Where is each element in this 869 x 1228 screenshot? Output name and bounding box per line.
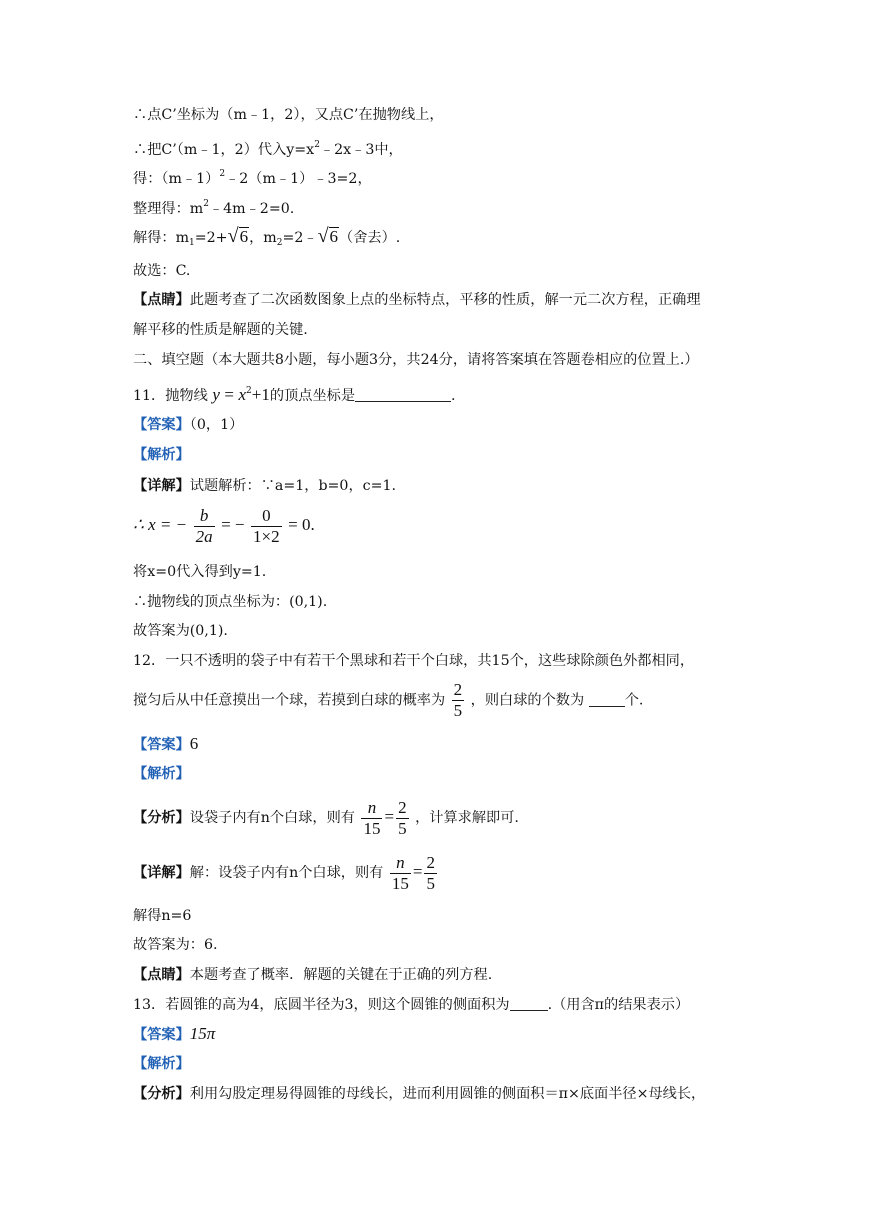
text-run: 搅匀后从中任意摸出一个球，若摸到白球的概率为 [133, 692, 446, 709]
text-run: 的顶点坐标是 [269, 388, 356, 404]
analysis-line [133, 1054, 190, 1074]
analysis-tag: 【解析】 [133, 1056, 190, 1072]
section-tag: 【点睛】 [133, 292, 190, 308]
fraction: $\frac{b}{2a}$ [195, 505, 213, 546]
text-run: =2﹣ [282, 230, 318, 246]
text-run: 设袋子内有n个白球，则有 [189, 810, 355, 826]
detail-tag: 【详解】 [133, 478, 190, 494]
text-line: ∴点C’坐标为（m﹣1，2），又点C’在抛物线上， [133, 107, 444, 123]
fraction: $\frac{2}{5}$ [426, 852, 435, 893]
question-11 [133, 381, 456, 406]
text-run: 解：设袋子内有n个白球，则有 [189, 865, 384, 881]
answer-blank [355, 387, 451, 402]
text-run: 得：（m﹣1） [133, 171, 220, 187]
text-run: ，m [249, 230, 277, 246]
fraction: $\frac{2}{5}$ [453, 680, 463, 720]
math-text: = 0. [288, 515, 315, 534]
answer-blank [510, 996, 548, 1011]
math-text: ∴ x = − [133, 515, 188, 534]
sqrt-expression: √6 [227, 225, 249, 247]
question-13 [133, 995, 689, 1015]
answer-tag: 【答案】 [133, 737, 190, 753]
text-run: 11．抛物线 [133, 388, 208, 404]
text-run: . [451, 388, 456, 404]
math-var: y [212, 385, 220, 404]
fraction: $\frac{n}{15}$ [391, 852, 409, 893]
text-run: ﹣4m﹣2=0. [208, 201, 295, 217]
text-run: 此题考查了二次函数图象上点的坐标特点，平移的性质，解一元二次方程，正确理 [189, 292, 701, 308]
text-line [133, 194, 294, 219]
text-line: 解平移的性质是解题的关键. [133, 322, 308, 338]
subscript: 1 [189, 238, 195, 248]
text-line [133, 226, 400, 253]
answer-value: 15π [189, 1024, 216, 1043]
dianjing-tag: 【点睛】 [133, 967, 190, 983]
superscript: 2 [314, 140, 320, 150]
text-run: 试题解析：∵a=1，b=0，c=1. [189, 478, 397, 494]
text-line: ∴抛物线的顶点坐标为：(0,1). [133, 594, 328, 610]
math-var: x [238, 385, 247, 404]
math-op: = [412, 862, 423, 881]
math-op: = [224, 385, 234, 404]
text-run: 个. [624, 692, 644, 709]
answer-value: 6 [189, 734, 199, 753]
fraction: $\frac{2}{5}$ [398, 797, 407, 838]
answer-tag: 【答案】 [133, 417, 190, 433]
answer-blank [589, 692, 625, 707]
detail-tag: 【详解】 [133, 865, 190, 881]
analysis-line [133, 445, 190, 465]
text-run: ∴把C’（m﹣1，2）代入y=x [133, 142, 315, 158]
text-line: 故答案为(0,1). [133, 623, 228, 639]
fraction: $\frac{0}{1\times 2}$ [253, 505, 280, 546]
text-line: 将x=0代入得到y=1. [133, 564, 267, 580]
math-op: = [384, 807, 395, 826]
fenxi-line [133, 797, 519, 839]
answer-tag: 【答案】 [133, 1027, 190, 1043]
text-run: ﹣2x﹣3中， [319, 142, 403, 158]
text-run: ﹣2（m﹣1）﹣3=2， [225, 171, 372, 187]
text-line [133, 135, 403, 160]
text-run: .（用含π的结果表示） [547, 997, 690, 1013]
answer-value: （0，1） [189, 417, 244, 433]
answer-line [133, 1024, 215, 1045]
answer-line [133, 734, 198, 755]
text-run: ，则白球的个数为 [470, 692, 585, 709]
text-line: 故答案为：6. [133, 937, 218, 953]
text-run: =2+ [194, 230, 228, 246]
fenxi-line [133, 1084, 705, 1104]
detail-line [133, 476, 396, 496]
section-heading: 二、填空题（本大题共8小题，每小题3分，共24分，请将答案填在答题卷相应的位置上.） [133, 352, 699, 368]
text-line: 解得n=6 [133, 908, 192, 924]
text-line [133, 965, 492, 985]
fenxi-tag: 【分析】 [133, 1086, 190, 1102]
question-12-cont [133, 680, 643, 721]
subscript: 2 [276, 238, 283, 248]
formula-line [133, 505, 315, 547]
analysis-tag: 【解析】 [133, 766, 190, 782]
fraction: $\frac{n}{15}$ [363, 797, 381, 838]
text-run: 利用勾股定理易得圆锥的母线长，进而利用圆锥的侧面积＝π×底面半径×母线长， [189, 1086, 706, 1102]
answer-line [133, 415, 243, 435]
sqrt-expression: √6 [317, 225, 339, 247]
text-line [133, 290, 701, 310]
math-text: = − [221, 515, 245, 534]
analysis-line [133, 764, 190, 784]
text-run: （舍去）. [339, 230, 401, 246]
text-line [133, 164, 372, 189]
math-op: +1 [251, 385, 270, 404]
text-run: 13．若圆锥的高为4，底圆半径为3，则这个圆锥的侧面积为 [133, 997, 510, 1013]
text-run: ，计算求解即可. [415, 810, 519, 826]
superscript: 2 [246, 386, 252, 396]
analysis-tag: 【解析】 [133, 447, 190, 463]
text-run: 本题考查了概率．解题的关键在于正确的列方程. [189, 967, 493, 983]
superscript: 2 [203, 199, 209, 209]
fenxi-tag: 【分析】 [133, 810, 190, 826]
question-12: 12．一只不透明的袋子中有若干个黑球和若干个白球，共15个，这些球除颜色外都相同， [133, 653, 695, 669]
detail-line [133, 852, 439, 894]
superscript: 2 [219, 169, 226, 179]
text-line: 故选：C. [133, 263, 191, 279]
text-run: 整理得：m [133, 201, 204, 217]
text-run: 解得：m [133, 230, 190, 246]
